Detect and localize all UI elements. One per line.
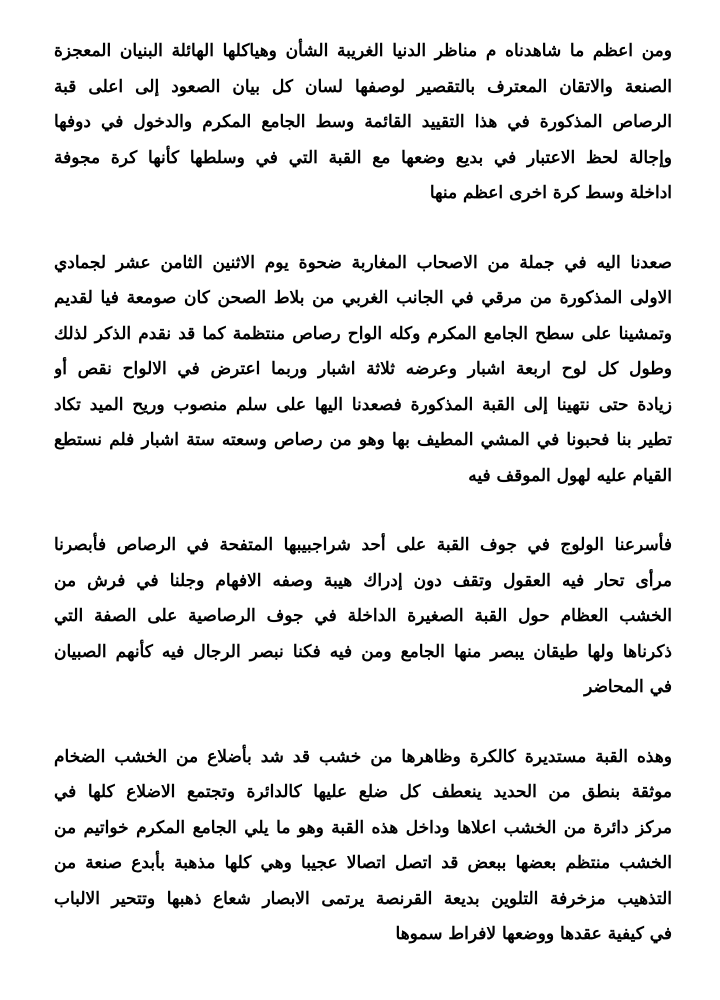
paragraph-1 bbox=[54, 34, 672, 212]
text-line: فأسرعنا الولوج في جوف القبة على أحد شراجبيبها المتفحة في الرصاص فأبصرنا bbox=[54, 535, 672, 555]
text-line: موثقة بنطق من الحديد ينعطف كل ضلع عليها كالدائرة وتجتمع الاضلاع كلها في bbox=[54, 782, 672, 802]
paragraph-2 bbox=[54, 246, 672, 495]
text-line: وهذه القبة مستديرة كالكرة وظاهرها من خشب قد شد بأضلاع من الخشب الضخام bbox=[54, 746, 672, 767]
text-line: الصنعة والاتقان المعترف بالتقصير لوصفها لسان كل بيان الصعود إلى اعلى قبة bbox=[54, 76, 672, 97]
text-line: وتمشينا على سطح الجامع المكرم وكله الواح رصاص منتظمة كما قد نقدم الذكر لذلك bbox=[54, 323, 672, 344]
text-line: الرصاص المذكورة في هذا التقييد القائمة وسط الجامع المكرم والدخول في دوفها bbox=[54, 112, 672, 132]
text-line: مرأى تحار فيه العقول وتقف دون إدراك هيبة وصفه الافهام وجلنا في فرش من bbox=[54, 570, 672, 591]
text-line: القيام عليه لهول الموقف فيه bbox=[468, 465, 672, 486]
text-line: ومن اعظم ما شاهدناه م مناظر الدنيا الغريبة الشأن وهياكلها الهائلة البنيان المعجزة bbox=[54, 41, 672, 61]
text-line: الخشب العظام حول القبة الصغيرة الداخلة في جوف الرصاصية على الصفة التي bbox=[54, 606, 672, 626]
text-line: ذكرناها ولها طيقان يبصر منها الجامع ومن فيه فكنا نبصر الرجال فيه كأنهم الصبيان bbox=[54, 641, 672, 662]
paragraph-3 bbox=[54, 528, 672, 706]
text-line: التذهيب مزخرفة التلوين بديعة القرنصة يرتمى الابصار شعاع ذهبها وتتحير الالباب bbox=[54, 888, 672, 909]
text-line: الخشب منتظم بعضها ببعض قد اتصل اتصالا عجيبا وهي كلها مذهبة بأبدع صنعة من bbox=[54, 853, 672, 873]
text-line: في كيفية عقدها ووضعها لافراط سموها bbox=[395, 924, 672, 944]
text-line: تطير بنا فحبونا في المشي المطيف بها وهو من رصاص وسعته ستة اشبار فلم نستطع bbox=[54, 430, 672, 450]
text-line: صعدنا اليه في جملة من الاصحاب المغاربة ضحوة يوم الاثنين الثامن عشر لجمادي bbox=[54, 252, 672, 273]
paragraph-4 bbox=[54, 740, 672, 953]
text-line: زيادة حتى نتهينا إلى القبة المذكورة فصعدنا اليها على سلم منصوب وريح الميد تكاد bbox=[54, 394, 672, 415]
text-line: وإجالة لحظ الاعتبار في بديع وضعها مع القبة التي في وسلطها كأنها كرة مجوفة bbox=[54, 147, 672, 168]
text-line: وطول كل لوح اربعة اشبار وعرضه ثلاثة اشبار وربما اعترض في الالواح نقص أو bbox=[54, 359, 672, 379]
text-line: في المحاضر bbox=[584, 677, 672, 697]
text-line: الاولى المذكورة من مرقي في الجانب الغربي من بلاط الصحن كان صومعة فيا لقديم bbox=[54, 288, 672, 308]
text-line: مركز دائرة من الخشب اعلاها وداخل هذه القبة وهو ما يلي الجامع المكرم خواتيم من bbox=[54, 817, 672, 838]
text-line: اداخلة وسط كرة اخرى اعظم منها bbox=[429, 183, 672, 203]
